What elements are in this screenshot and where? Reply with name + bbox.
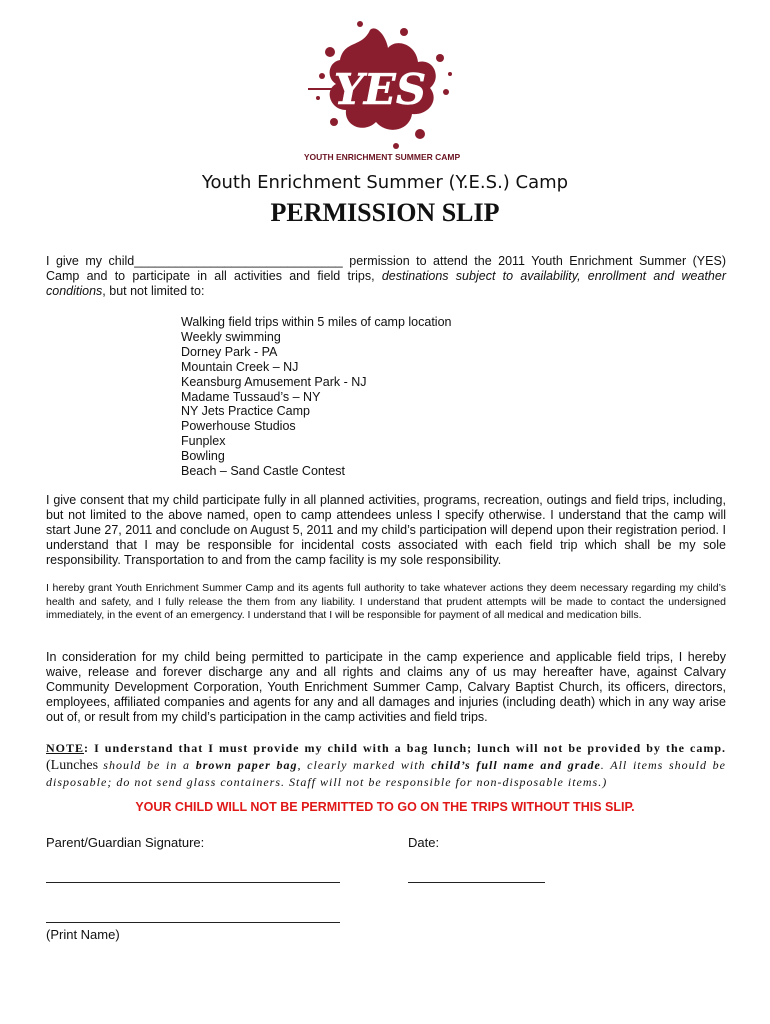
intro-suffix: , but not limited to: — [102, 284, 205, 298]
note-brown-bag: brown paper bag — [195, 758, 298, 772]
list-item: Dorney Park - PA — [181, 344, 278, 359]
list-item: Mountain Creek – NJ — [181, 359, 299, 374]
list-item: Powerhouse Studios — [181, 419, 296, 434]
note-label: NOTE — [46, 741, 85, 755]
page-title: PERMISSION SLIP — [270, 198, 500, 227]
list-item: Bowling — [181, 449, 225, 464]
waiver-paragraph: In consideration for my child being permitted to participate in the camp experience and applicable field trips, I hereby waive, release and forever discharge any and all rights and claims any of us may hereafter have, against Calvary Community Development Corporation, Youth Enrichment Summer Camp, Calvary Baptist Church, its officers, directors, employees, affiliated companies and agents for any and all damages and injuries (including death) which in any way arise out of, or result from my child’s participation in the camp activities and field trips. — [46, 650, 726, 724]
note-colon: : — [84, 741, 90, 755]
logo-text: YES — [333, 65, 427, 114]
list-item: Madame Tussaud’s – NY — [181, 389, 321, 404]
warning-text: YOUR CHILD WILL NOT BE PERMITTED TO GO ON THE TRIPS WITHOUT THIS SLIP. — [135, 800, 635, 814]
list-item: NY Jets Practice Camp — [181, 404, 310, 419]
note-bold-text: I understand that I must provide my child with a bag lunch; lunch will not be provided by the camp. — [89, 741, 726, 755]
logo-caption: YOUTH ENRICHMENT SUMMER CAMP — [303, 152, 460, 162]
camp-heading: Youth Enrichment Summer (Y.E.S.) Camp — [201, 172, 569, 193]
consent-paragraph: I give consent that my child participate fully in all planned activities, programs, recreation, outings and field trips, including, but not limited to the above named, open to camp attendees unless I specify otherwise. I understand that the camp will start June 27, 2011 and conclude on August 5, 2011 and my child’s participation will depend upon their registration period. I understand that I may be responsible for incidental costs associated with each field trip which shall be my sole responsibility. Transportation to and from the camp facility is my sole responsibility. — [46, 493, 726, 567]
intro-middle: permission to attend the 2011 Youth Enrichment Summer (YES) Camp and to participate in all activities and field trips, — [46, 254, 726, 283]
date-label: Date: — [408, 835, 440, 850]
list-item: Weekly swimming — [181, 329, 281, 344]
date-line[interactable] — [408, 882, 545, 883]
print-name-line[interactable] — [46, 922, 340, 923]
list-item: Walking field trips within 5 miles of camp location — [181, 315, 452, 329]
parent-signature-label: Parent/Guardian Signature: — [46, 835, 205, 850]
note-name-grade: child’s full name and grade — [431, 758, 601, 772]
intro-conditions: destinations subject to availability, enrollment and weather conditions — [46, 269, 726, 298]
field-trip-list — [181, 315, 451, 479]
list-item: Beach – Sand Castle Contest — [181, 464, 345, 479]
child-name-blank: ______________________________ — [134, 254, 343, 268]
authority-paragraph: I hereby grant Youth Enrichment Summer Camp and its agents full authority to take whatever actions they deem necessary regarding my child’s health and safety, and I fully release the them from any liability. I understand that prudent attempts will be made to contact the undersigned immediately, in the event of an emergency. I understand that I will be responsible for payment of all medical and medication bills. — [46, 582, 726, 621]
list-item: Keansburg Amusement Park - NJ — [181, 374, 367, 389]
parent-signature-line[interactable] — [46, 882, 340, 883]
intro-prefix: I give my child — [46, 254, 135, 268]
note-italic-3: . All items should be disposable; do not send glass containers. Staff will not be responsible for non-disposable items.) — [46, 758, 726, 789]
note-italic-2: , clearly marked with — [297, 758, 432, 772]
yes-camp-logo — [300, 18, 460, 168]
lunch-note — [46, 740, 726, 790]
note-lunches: (Lunches — [46, 758, 104, 773]
note-italic-1: should be in a — [103, 758, 196, 772]
intro-paragraph — [46, 254, 726, 299]
print-name-label: (Print Name) — [46, 927, 120, 942]
list-item: Funplex — [181, 434, 226, 449]
